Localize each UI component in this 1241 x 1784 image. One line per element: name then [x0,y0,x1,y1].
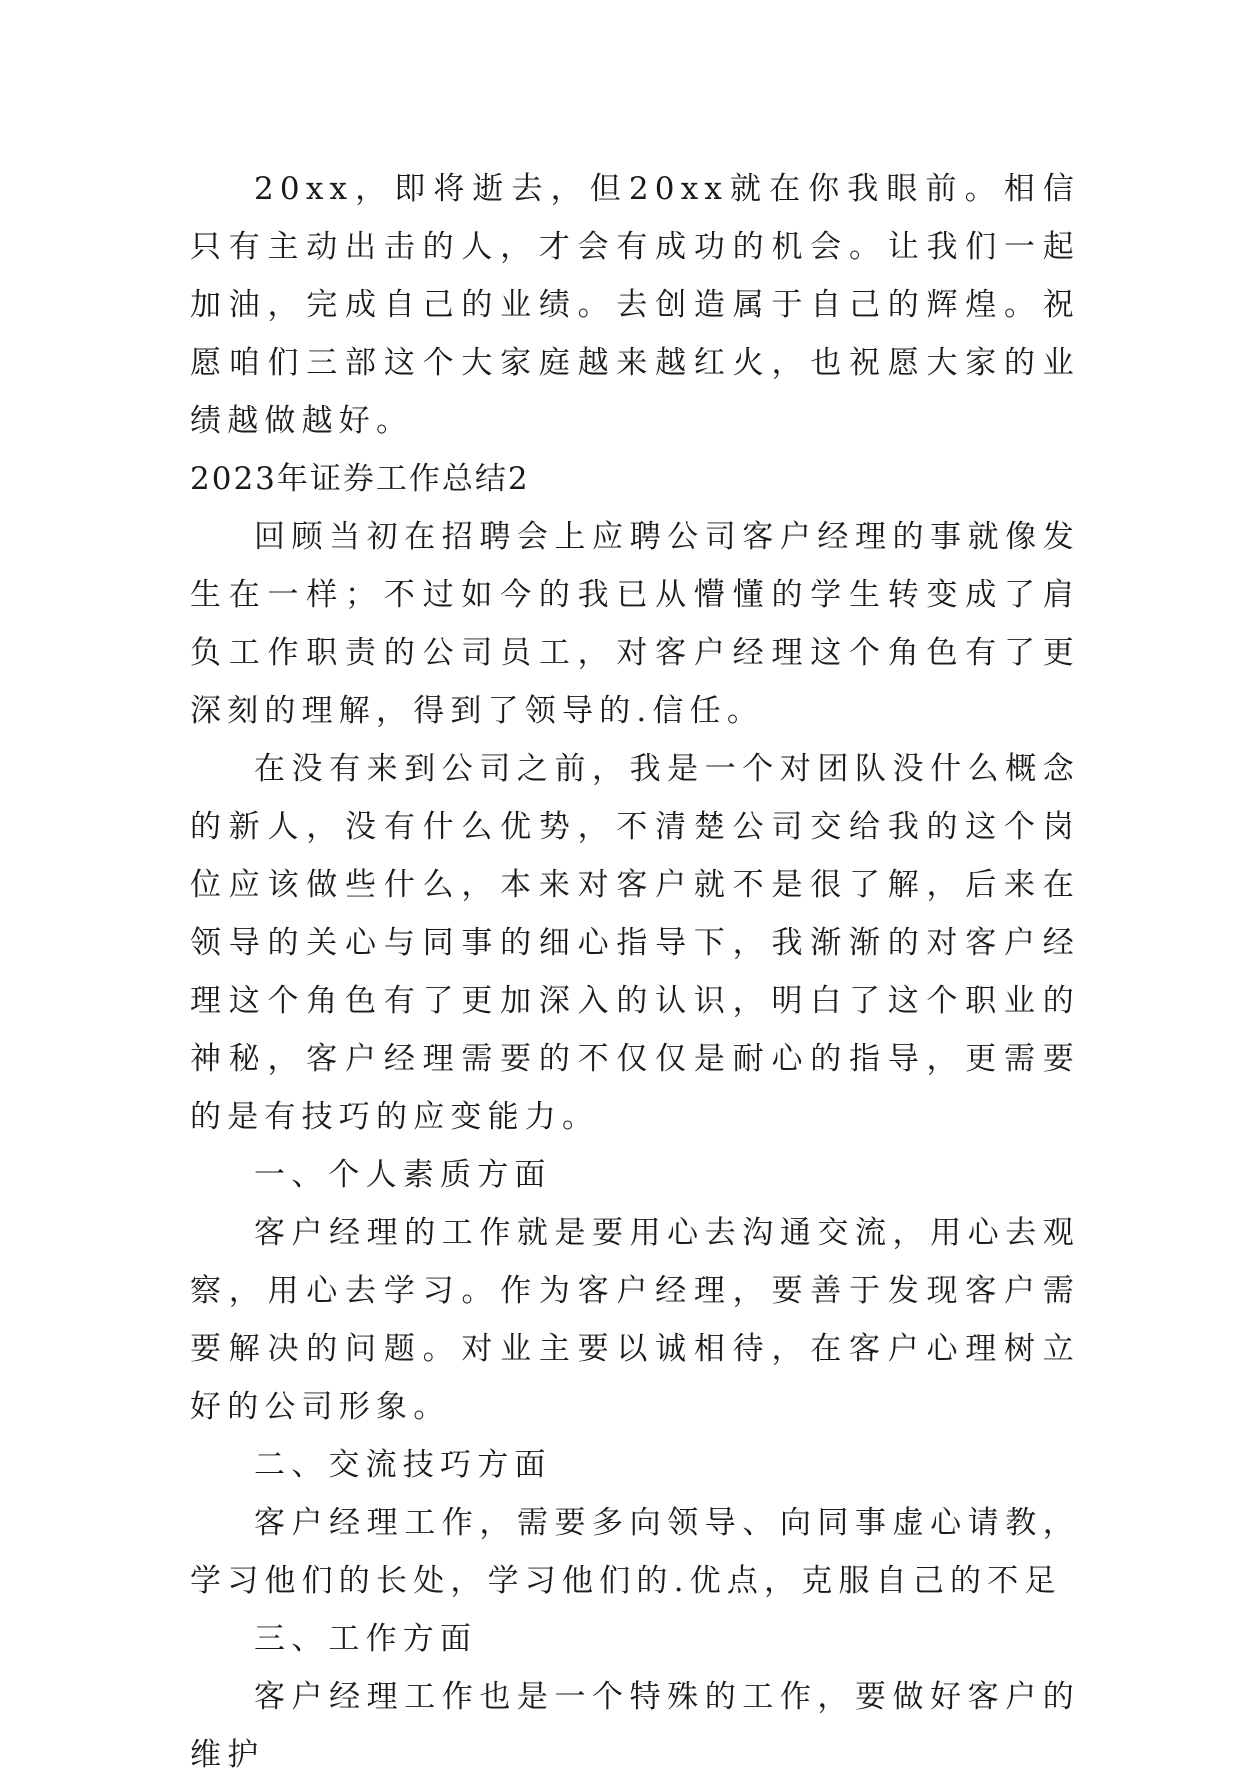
section-heading-communication: 二、交流技巧方面 [254,1447,552,1483]
document-body [190,160,1080,1784]
section-heading-work: 三、工作方面 [254,1621,478,1657]
paragraph-work: 客户经理工作也是一个特殊的工作，要做好客户的维护 [190,1679,1080,1773]
section-heading-personal-quality: 一、个人素质方面 [254,1157,552,1193]
paragraph-communication: 客户经理工作，需要多向领导、向同事虚心请教，学习他们的长处，学习他们的.优点，克服自己的不足 [190,1505,1080,1599]
document-heading: 2023年证券工作总结2 [190,461,530,497]
paragraph-before-joining: 在没有来到公司之前，我是一个对团队没什么概念的新人，没有什么优势，不清楚公司交给我的这个岗位应该做些什么，本来对客户就不是很了解，后来在领导的关心与同事的细心指导下，我渐渐的对客户经理这个角色有了更加深入的认识，明白了这个职业的神秘，客户经理需要的不仅仅是耐心的指导，更需要的是有技巧的应变能力。 [190,751,1080,1135]
paragraph-recollection: 回顾当初在招聘会上应聘公司客户经理的事就像发生在一样；不过如今的我已从懵懂的学生转变成了肩负工作职责的公司员工，对客户经理这个角色有了更深刻的理解，得到了领导的.信任。 [190,519,1080,729]
paragraph-closing-wishes: 20xx，即将逝去，但20xx就在你我眼前。相信只有主动出击的人，才会有成功的机会。让我们一起加油，完成自己的业绩。去创造属于自己的辉煌。祝愿咱们三部这个大家庭越来越红火，也祝愿大家的业绩越做越好。 [190,171,1080,439]
paragraph-personal-quality: 客户经理的工作就是要用心去沟通交流，用心去观察，用心去学习。作为客户经理，要善于发现客户需要解决的问题。对业主要以诚相待，在客户心理树立好的公司形象。 [190,1215,1080,1425]
